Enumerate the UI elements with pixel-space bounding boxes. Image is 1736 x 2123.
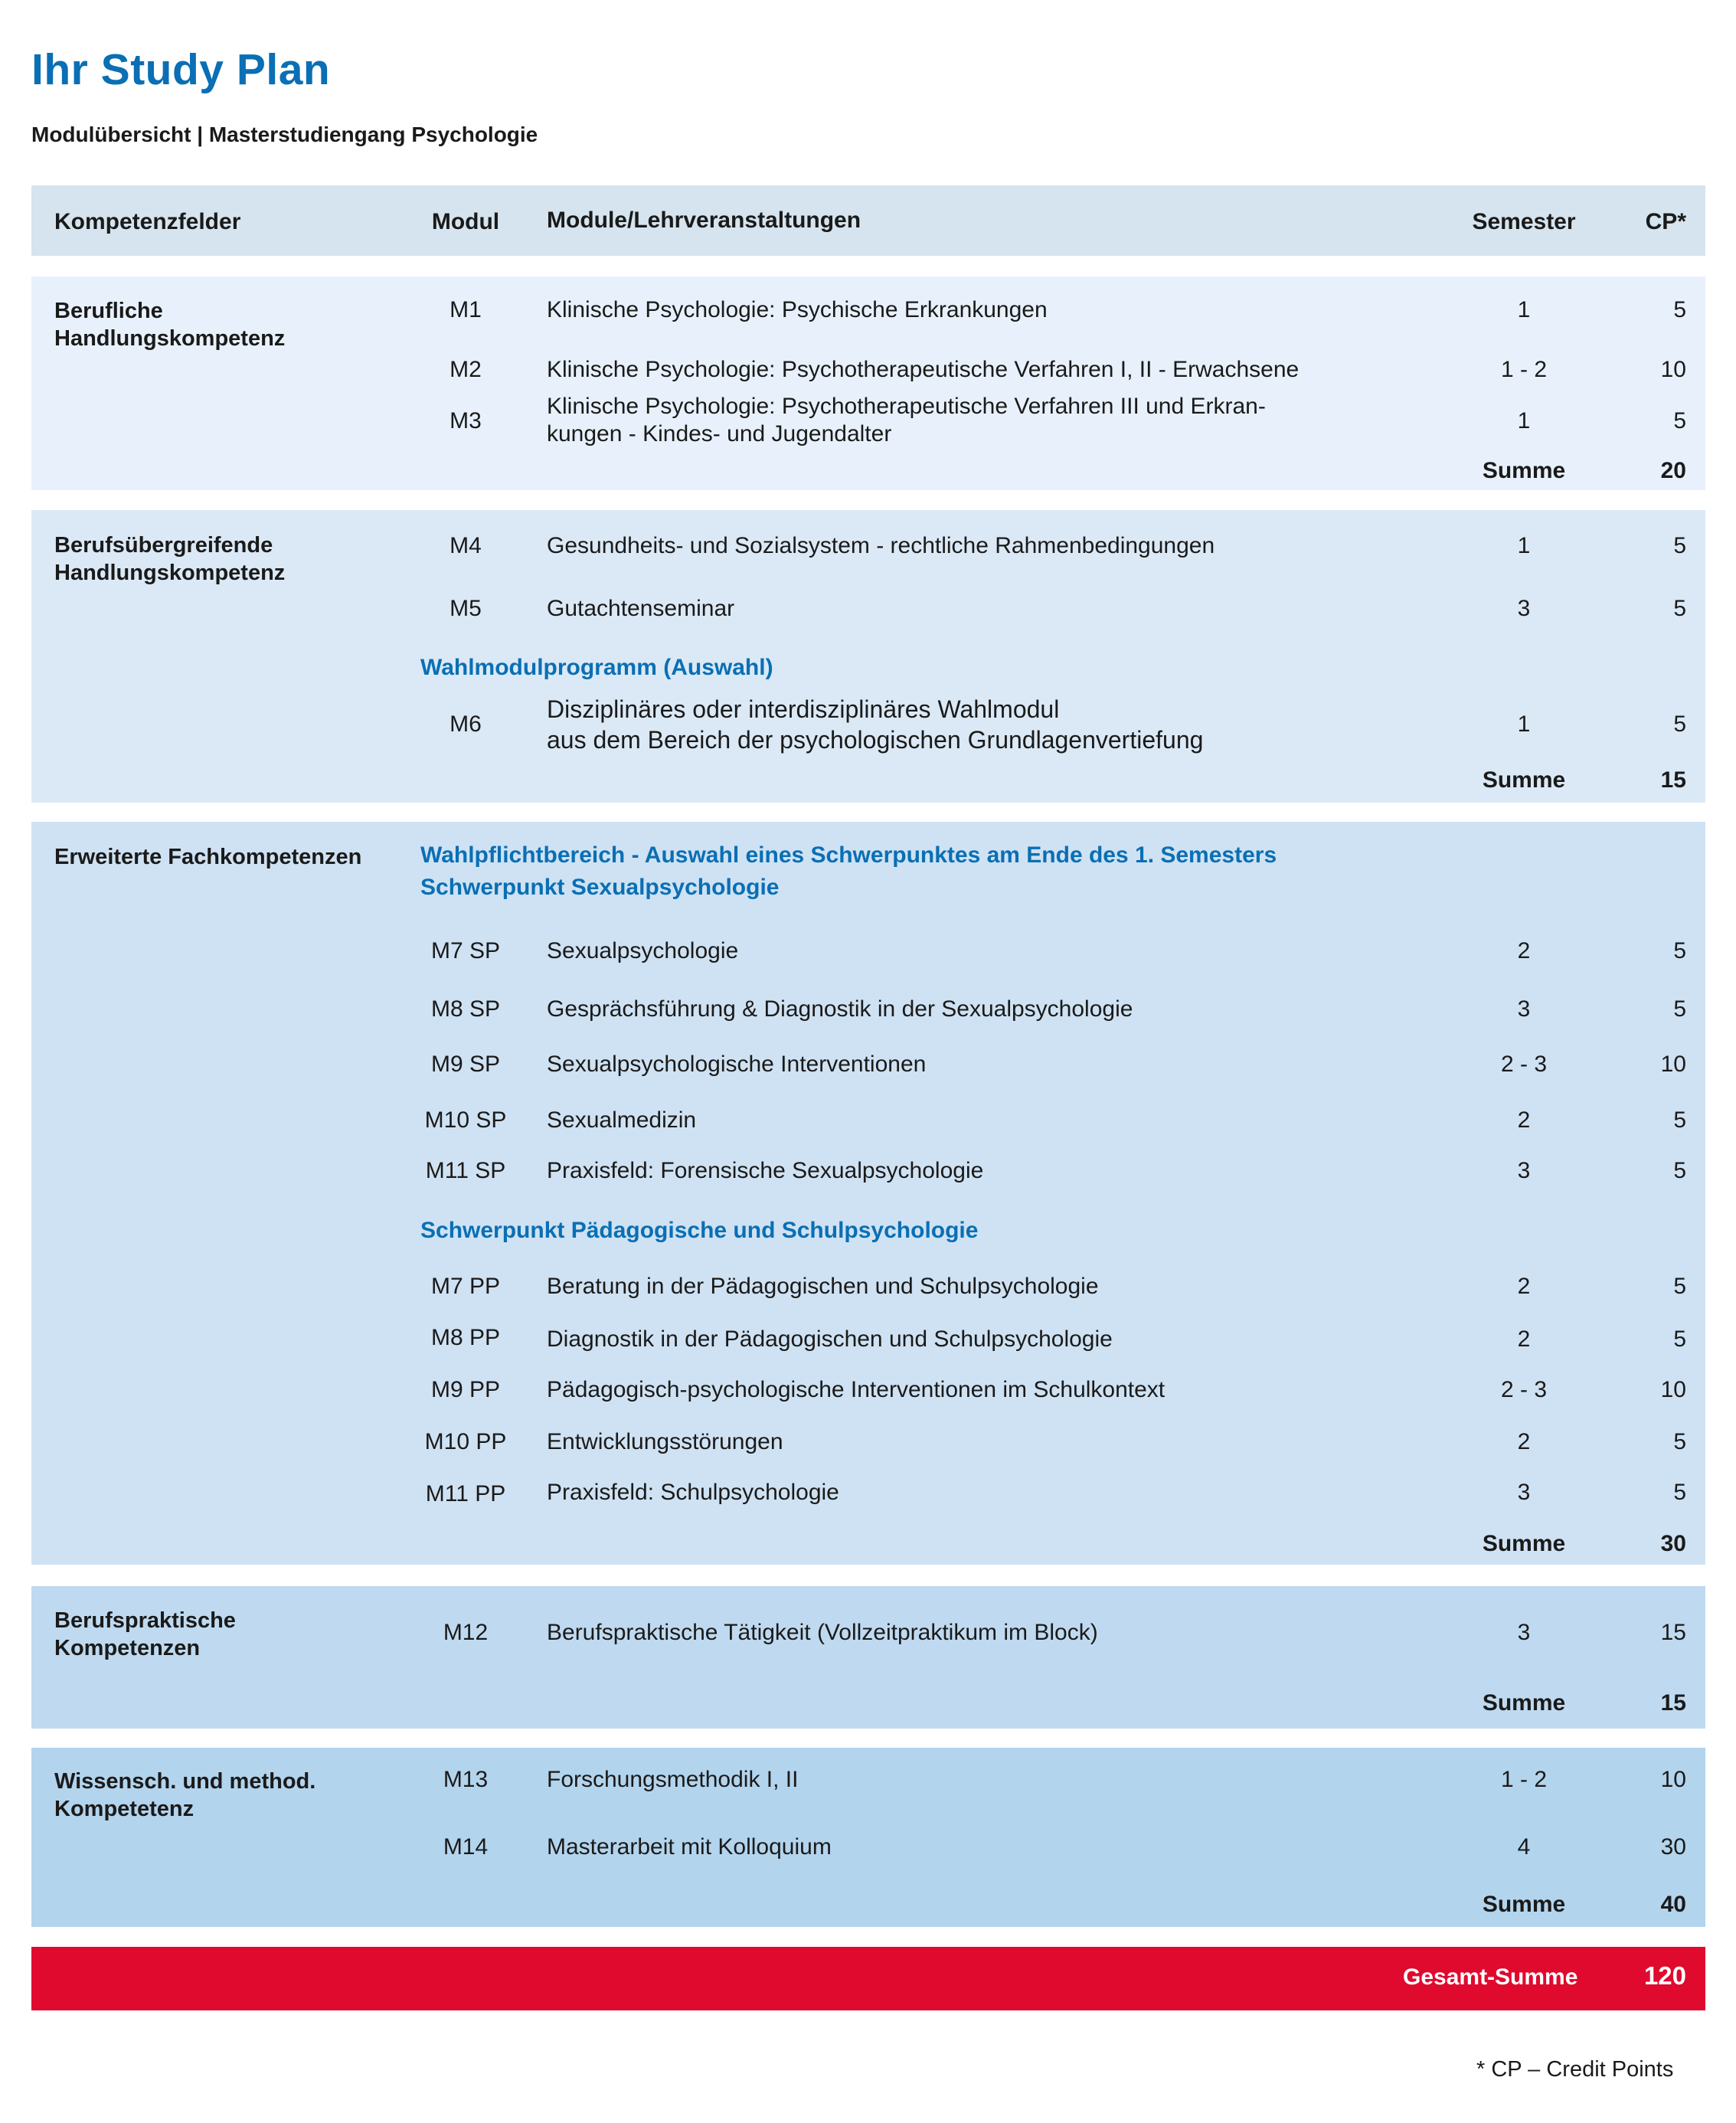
module-code: M14: [443, 1834, 489, 1860]
module-semester: 2: [1517, 1326, 1531, 1352]
module-code: M13: [443, 1767, 489, 1792]
module-semester: 2: [1517, 938, 1531, 963]
module-code: M9 SP: [430, 1052, 501, 1077]
module-course-line2: aus dem Bereich der psychologischen Grundlagenvertiefung: [547, 726, 1204, 754]
module-semester: 1: [1517, 533, 1531, 558]
module-semester: 3: [1517, 996, 1531, 1022]
module-cp: 5: [1673, 1158, 1686, 1183]
module-code: M12: [443, 1620, 489, 1645]
module-cp: 5: [1673, 1107, 1686, 1133]
module-course-line1: Disziplinäres oder interdisziplinäres Wahlmodul: [547, 695, 1060, 723]
module-code: M4: [450, 533, 482, 558]
module-cp: 5: [1673, 1480, 1686, 1505]
module-cp: 10: [1660, 1767, 1686, 1792]
module-course-line1: Klinische Psychologie: Psychotherapeutische Verfahren III und Erkran-: [547, 394, 1266, 419]
module-code: M8 SP: [430, 996, 501, 1022]
section-field-label: Erweiterte Fachkompetenzen: [54, 845, 362, 869]
schwerpunkt-sexual-heading: Schwerpunkt Sexualpsychologie: [420, 875, 780, 900]
module-semester: 1 - 2: [1500, 1767, 1548, 1792]
module-course: Beratung in der Pädagogischen und Schulpsychologie: [547, 1274, 1099, 1299]
page-title: Ihr Study Plan: [31, 45, 331, 94]
header-cp: CP*: [1645, 209, 1686, 234]
module-cp: 5: [1673, 596, 1686, 621]
module-code: M6: [450, 711, 482, 737]
sum-value: 40: [1660, 1892, 1686, 1917]
header-module: Modul: [431, 209, 500, 234]
section-field-label: Berufspraktische Kompetenzen: [54, 1608, 236, 1660]
section-field-label: Wissensch. und method. Kompetetenz: [54, 1769, 316, 1821]
module-course: Praxisfeld: Forensische Sexualpsychologie: [547, 1158, 984, 1183]
module-code: M3: [450, 408, 482, 433]
module-course: Pädagogisch-psychologische Interventionen im Schulkontext: [547, 1377, 1166, 1402]
module-cp: 5: [1673, 297, 1686, 322]
module-semester: 3: [1517, 1480, 1531, 1505]
module-course-line2: kungen - Kindes- und Jugendalter: [547, 421, 892, 447]
module-cp: 5: [1673, 533, 1686, 558]
module-semester: 3: [1517, 596, 1531, 621]
module-code: M11 SP: [425, 1158, 506, 1183]
header-field: Kompetenzfelder: [54, 209, 241, 234]
wahlpflicht-heading: Wahlpflichtbereich - Auswahl eines Schwerpunktes am Ende des 1. Semesters: [420, 842, 1277, 868]
module-cp: 5: [1673, 711, 1686, 737]
total-value: 120: [1643, 1961, 1686, 1990]
module-code: M10 SP: [424, 1107, 507, 1133]
module-code: M7 SP: [430, 938, 501, 963]
module-course: Sexualpsychologie: [547, 938, 739, 963]
module-course: Masterarbeit mit Kolloquium: [547, 1834, 832, 1860]
sum-value: 30: [1660, 1531, 1686, 1556]
module-course: Klinische Psychologie: Psychotherapeutische Verfahren I, II - Erwachsene: [547, 357, 1300, 382]
total-label: Gesamt-Summe: [1403, 1964, 1578, 1990]
module-semester: 1 - 2: [1500, 357, 1548, 382]
module-cp: 5: [1673, 996, 1686, 1022]
page-subtitle: Modulübersicht | Masterstudiengang Psychologie: [31, 123, 538, 146]
module-code: M10 PP: [424, 1429, 507, 1454]
wahlmodul-heading: Wahlmodulprogramm (Auswahl): [420, 655, 773, 680]
module-course: Sexualpsychologische Interventionen: [547, 1052, 927, 1077]
module-course: Diagnostik in der Pädagogischen und Schulpsychologie: [547, 1326, 1113, 1352]
module-semester: 2: [1517, 1429, 1531, 1454]
module-semester: 4: [1517, 1834, 1531, 1860]
module-semester: 1: [1517, 711, 1531, 737]
module-code: M5: [450, 596, 482, 621]
module-cp: 5: [1673, 1274, 1686, 1299]
sum-label: Summe: [1482, 458, 1566, 483]
module-code: M11 PP: [425, 1481, 506, 1506]
module-course: Forschungsmethodik I, II: [547, 1767, 799, 1792]
sum-label: Summe: [1482, 1690, 1566, 1716]
module-semester: 2 - 3: [1500, 1052, 1548, 1077]
module-cp: 5: [1673, 938, 1686, 963]
sum-value: 20: [1660, 458, 1686, 483]
sum-value: 15: [1660, 1690, 1686, 1716]
sum-label: Summe: [1482, 1531, 1566, 1556]
module-cp: 5: [1673, 408, 1686, 433]
sum-value: 15: [1660, 767, 1686, 793]
module-semester: 3: [1517, 1620, 1531, 1645]
module-code: M9 PP: [430, 1377, 501, 1402]
sum-label: Summe: [1482, 767, 1566, 793]
module-code: M8 PP: [430, 1325, 501, 1350]
sum-label: Summe: [1482, 1892, 1566, 1917]
header-semester: Semester: [1472, 209, 1576, 234]
module-code: M1: [450, 297, 482, 322]
module-semester: 2 - 3: [1500, 1377, 1548, 1402]
section-field-label: Berufsübergreifende Handlungskompetenz: [54, 533, 286, 585]
module-course: Entwicklungsstörungen: [547, 1429, 783, 1454]
module-cp: 10: [1660, 1377, 1686, 1402]
module-code: M7 PP: [430, 1274, 501, 1299]
section-field-label: Berufliche Handlungskompetenz: [54, 299, 286, 351]
module-semester: 2: [1517, 1107, 1531, 1133]
module-course: Gesundheits- und Sozialsystem - rechtliche Rahmenbedingungen: [547, 533, 1215, 558]
module-code: M2: [450, 357, 482, 382]
module-cp: 5: [1673, 1326, 1686, 1352]
footnote: * CP – Credit Points: [1476, 2057, 1674, 2082]
module-course: Gutachtenseminar: [547, 596, 735, 621]
module-course: Sexualmedizin: [547, 1107, 697, 1133]
module-cp: 15: [1660, 1620, 1686, 1645]
module-cp: 5: [1673, 1429, 1686, 1454]
schwerpunkt-paed-heading: Schwerpunkt Pädagogische und Schulpsychologie: [420, 1218, 979, 1243]
module-cp: 30: [1660, 1834, 1686, 1860]
module-semester: 3: [1517, 1158, 1531, 1183]
module-cp: 10: [1660, 1052, 1686, 1077]
module-course: Klinische Psychologie: Psychische Erkrankungen: [547, 297, 1048, 322]
module-semester: 1: [1517, 408, 1531, 433]
module-semester: 2: [1517, 1274, 1531, 1299]
module-semester: 1: [1517, 297, 1531, 322]
module-course: Gesprächsführung & Diagnostik in der Sexualpsychologie: [547, 996, 1133, 1022]
header-course: Module/Lehrveranstaltungen: [547, 208, 861, 233]
module-cp: 10: [1660, 357, 1686, 382]
module-course: Praxisfeld: Schulpsychologie: [547, 1480, 839, 1505]
module-course: Berufspraktische Tätigkeit (Vollzeitpraktikum im Block): [547, 1620, 1098, 1645]
